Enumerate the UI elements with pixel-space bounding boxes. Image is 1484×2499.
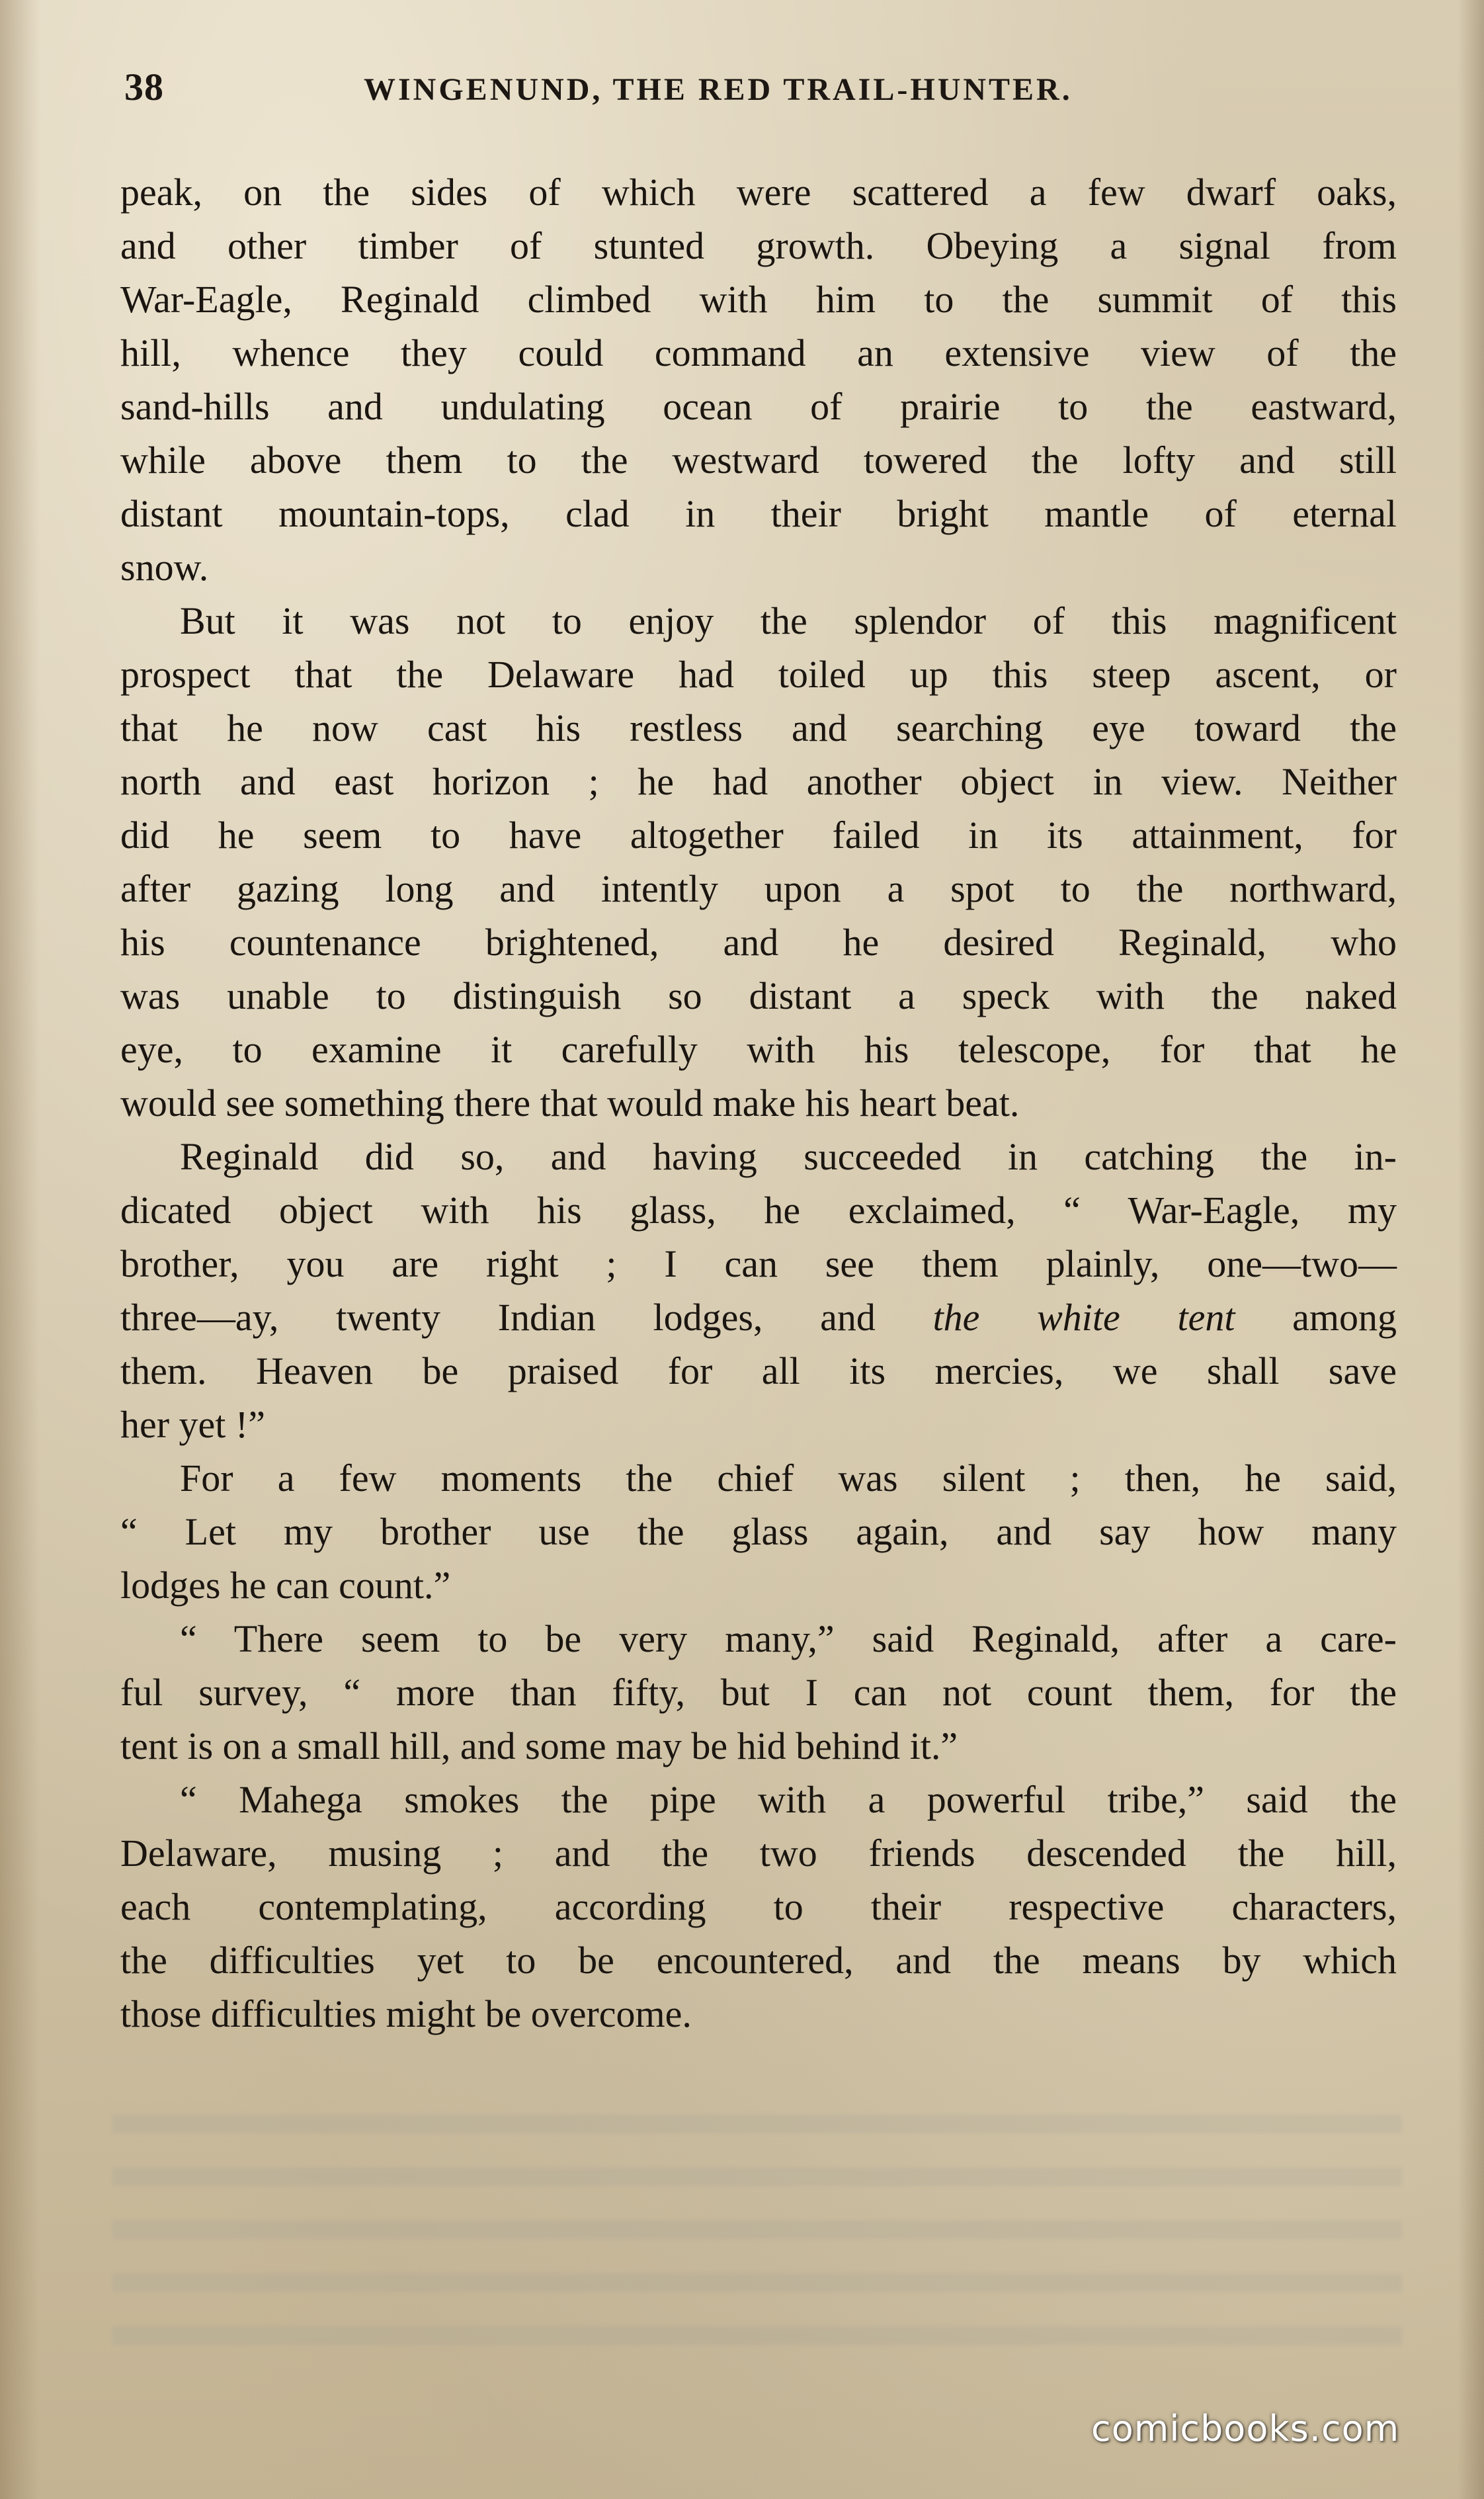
text-line-content: sand-hills and undulating ocean of prairie to the eastward, [120, 385, 1397, 428]
text-line [120, 1398, 1397, 1451]
text-line [120, 433, 1397, 487]
text-line [120, 1076, 1397, 1130]
text-line [120, 1558, 1397, 1612]
text-line-content: “ Let my brother use the glass again, and say how many [120, 1510, 1397, 1553]
text-line [120, 808, 1397, 862]
text-line [120, 1666, 1397, 1719]
text-line [120, 1237, 1397, 1291]
text-line-content: snow. [120, 546, 209, 589]
text-line [120, 1880, 1397, 1933]
text-line-content: prospect that the Delaware had toiled up this steep ascent, or [120, 653, 1397, 696]
text-line-content: while above them to the westward towered the lofty and still [120, 439, 1397, 482]
text-line [120, 219, 1397, 273]
text-line [120, 326, 1397, 380]
text-line-content: north and east horizon ; he had another object in view. Neither [120, 760, 1397, 803]
page-number: 38 [124, 65, 164, 108]
text-line [120, 862, 1397, 915]
running-head: WINGENUND, THE RED TRAIL-HUNTER. [364, 72, 1073, 107]
page-header [119, 65, 1409, 118]
text-line-content: Delaware, musing ; and the two friends descended the hill, [120, 1832, 1397, 1875]
text-line-content: lodges he can count.” [120, 1564, 451, 1607]
text-line [120, 1183, 1397, 1237]
text-line-content: ful survey, “ more than fifty, but I can not count them, for the [120, 1671, 1397, 1714]
text-line-content: that he now cast his restless and searching eye toward the [120, 706, 1397, 749]
text-line [120, 380, 1397, 433]
show-through-bleed [112, 2090, 1402, 2368]
text-line [120, 1773, 1397, 1826]
italic-phrase: the white tent [932, 1296, 1235, 1339]
text-line-content: those difficulties might be overcome. [120, 1992, 692, 2035]
text-line-content: For a few moments the chief was silent ; then, he said, [180, 1457, 1397, 1500]
text-line-content: “ Mahega smokes the pipe with a powerful tribe,” said the [180, 1778, 1397, 1821]
text-line-content: her yet !” [120, 1403, 265, 1446]
text-line [120, 487, 1397, 540]
text-line [120, 755, 1397, 808]
text-line [120, 1344, 1397, 1398]
watermark: comicbooks.com [1091, 2408, 1400, 2449]
text-line-content: after gazing long and intently upon a spot to the northward, [120, 867, 1397, 910]
text-line-content: would see something there that would make his heart beat. [120, 1081, 1020, 1124]
text-line [120, 165, 1397, 219]
text-line [120, 273, 1397, 326]
text-line-content: peak, on the sides of which were scattered a few dwarf oaks, [120, 171, 1397, 214]
text-line [120, 1505, 1397, 1558]
text-line [120, 701, 1397, 755]
text-line-content: Reginald did so, and having succeeded in catching the in- [180, 1135, 1397, 1178]
text-line-content: “ There seem to be very many,” said Reginald, after a care- [180, 1617, 1397, 1660]
text-line-content: did he seem to have altogether failed in its attainment, for [120, 814, 1397, 857]
text-line [120, 594, 1397, 648]
text-line [120, 1291, 1397, 1344]
text-line [120, 1023, 1397, 1076]
text-line [120, 648, 1397, 701]
text-line-content: But it was not to enjoy the splendor of this magnificent [180, 599, 1397, 642]
text-line-content: them. Heaven be praised for all its mercies, we shall save [120, 1349, 1397, 1392]
text-line-content: hill, whence they could command an extensive view of the [120, 331, 1397, 374]
text-line-content: eye, to examine it carefully with his telescope, for that he [120, 1028, 1397, 1071]
text-line [120, 1719, 1397, 1773]
text-line [120, 1987, 1397, 2041]
page-shadow-right [1458, 0, 1484, 2499]
text-line-content: each contemplating, according to their respective characters, [120, 1885, 1397, 1928]
text-line-content: his countenance brightened, and he desired Reginald, who [120, 921, 1397, 964]
text-line-content: the difficulties yet to be encountered, and the means by which [120, 1939, 1397, 1982]
text-line-content: brother, you are right ; I can see them plainly, one—two— [120, 1242, 1397, 1285]
body-text [120, 165, 1397, 2041]
text-line-content: dicated object with his glass, he exclaimed, “ War-Eagle, my [120, 1189, 1397, 1232]
text-line-content: three—ay, twenty Indian lodges, and [120, 1296, 933, 1339]
text-line-content: was unable to distinguish so distant a speck with the naked [120, 974, 1397, 1017]
text-line [120, 1826, 1397, 1880]
text-line-tail: among [1235, 1296, 1397, 1339]
text-line [120, 540, 1397, 594]
text-line [120, 1612, 1397, 1666]
page-shadow-left [0, 0, 40, 2499]
text-line [120, 1130, 1397, 1183]
text-line-content: War-Eagle, Reginald climbed with him to the summit of this [120, 278, 1397, 321]
text-line [120, 915, 1397, 969]
text-line [120, 969, 1397, 1023]
text-line [120, 1451, 1397, 1505]
text-line-content: and other timber of stunted growth. Obeying a signal from [120, 224, 1397, 267]
text-line [120, 1933, 1397, 1987]
text-line-content: distant mountain-tops, clad in their bright mantle of eternal [120, 492, 1397, 535]
text-line-content: tent is on a small hill, and some may be hid behind it.” [120, 1724, 958, 1767]
